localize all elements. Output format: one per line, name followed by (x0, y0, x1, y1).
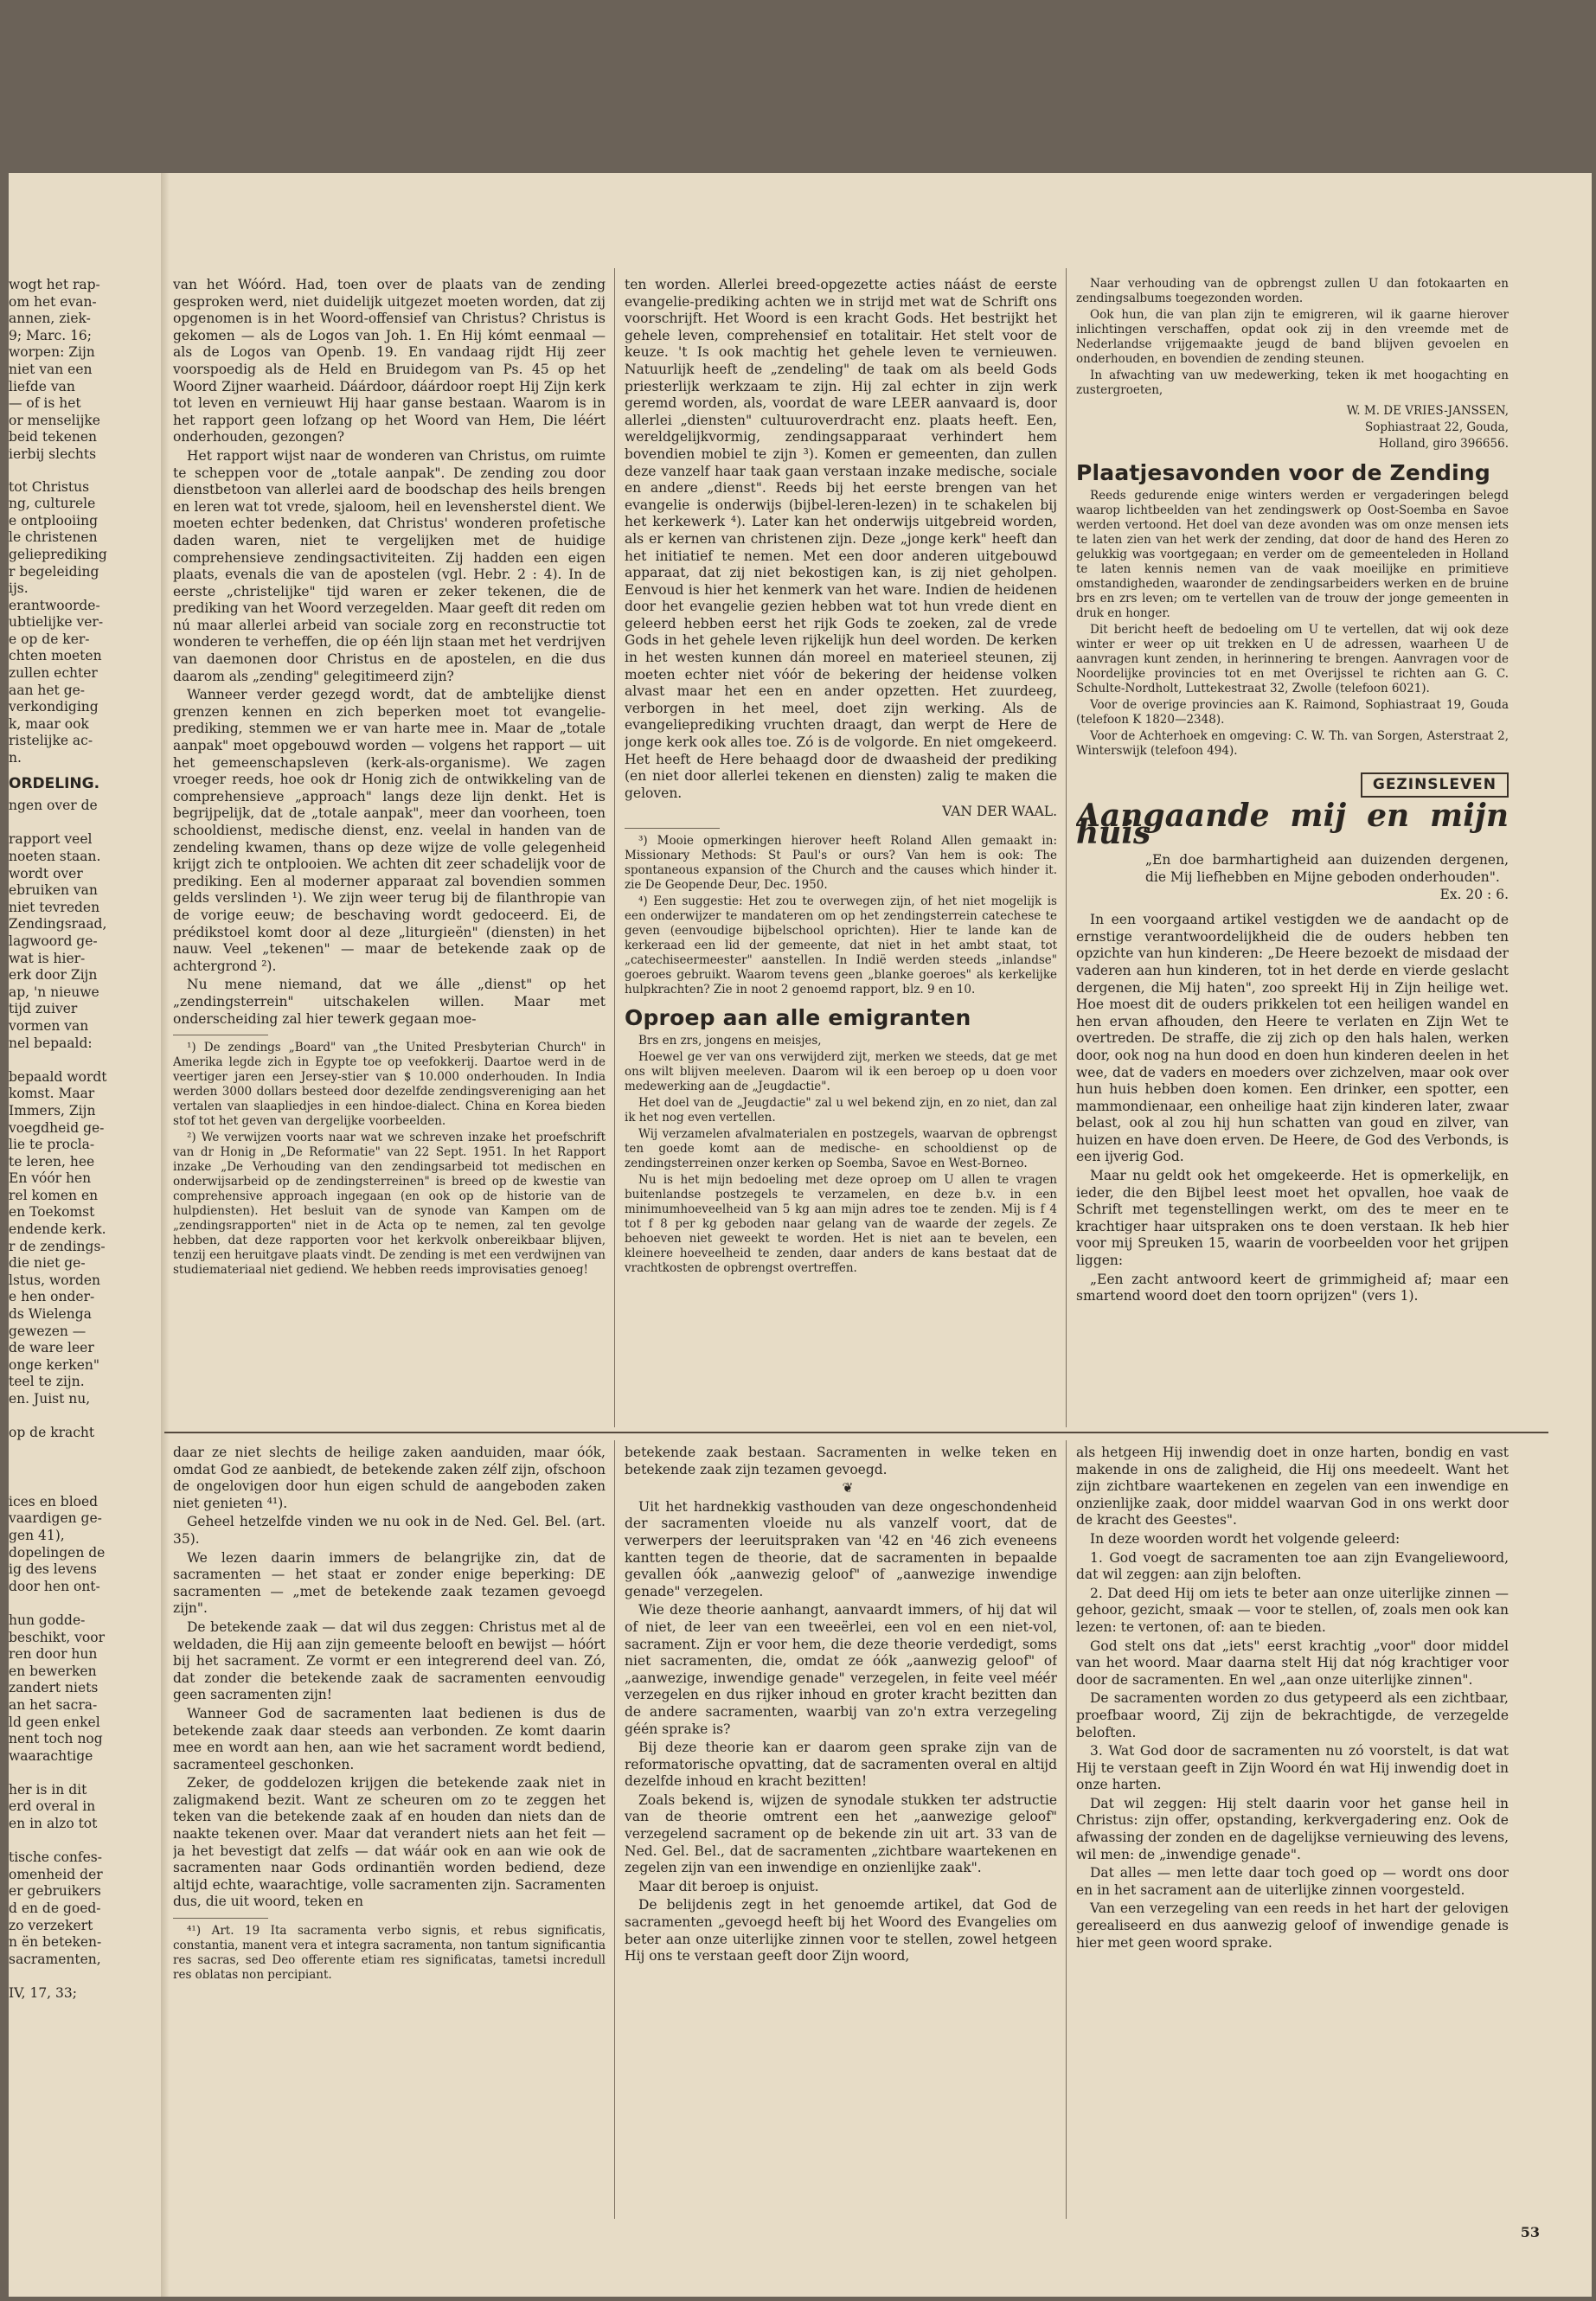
lower-column-2 (625, 1445, 1057, 2223)
fragment-line: onge kerken" (9, 1356, 99, 1373)
lower-column-1 (173, 1445, 606, 2223)
column-divider (1066, 1440, 1067, 2219)
fragment-line (9, 1765, 154, 1782)
fragment-line: erantwoorde- (9, 597, 100, 613)
paragraph: Ook hun, die van plan zijn te emigreren, wil ik gaarne hierover inlichtingen verschaffen, opdat ook zij in den vreemde met de Nederlandse vrijgemaakte jeugd de band blijven gevoelen en onderhouden, en bovendien de zending steunen. (1076, 308, 1509, 366)
section-badge: GEZINSLEVEN (1361, 772, 1509, 798)
fragment-line: die niet ge- (9, 1255, 86, 1272)
fragment-line: en. Juist nu, (9, 1391, 91, 1407)
fragment-line (9, 815, 154, 832)
fragment-line: ld geen enkel (9, 1714, 100, 1730)
fragment-line: n ën beteken- (9, 1934, 102, 1951)
paragraph: De belijdenis zegt in het genoemde artikel, dat God de sacramenten „gevoegd heeft bij het Woord des Evangelies om beter aan onze uiterlijke zinnen voor te stellen, zowel hetgeen Hij ons te verstaan geeft door Zijn woord, (625, 1897, 1057, 1965)
fragment-line: le christenen (9, 529, 98, 546)
fragment-line: k, maar ook (9, 715, 89, 732)
fragment-line: e op de ker- (9, 631, 90, 647)
fragment-line: beschikt, voor (9, 1629, 105, 1645)
fragment-line: tijd zuiver (9, 1001, 78, 1017)
fragment-line: liefde van (9, 378, 75, 394)
paragraph: Maar nu geldt ook het omgekeerde. Het is opmerkelijk, en ieder, die den Bijbel leest moet het opvallen, hoe vaak de Schrift met tegenstellingen werkt, om des te meer en te krachtiger haar uitspraken ons te doen verstaan. Ik heb hier voor mij Spreuken 15, waarin de voorbeelden voor het grijpen liggen: (1076, 1168, 1509, 1269)
paragraph: betekende zaak bestaan. Sacramenten in welke teken en betekende zaak zijn tezamen gevoegd. (625, 1445, 1057, 1477)
fragment-line: erk door Zijn (9, 967, 98, 984)
left-fragment-column (9, 277, 154, 2180)
column-divider (1066, 268, 1067, 1427)
newspaper-page (9, 173, 1592, 2297)
fragment-line: n. (9, 750, 22, 766)
author-signature: VAN DER WAAL. (942, 804, 1057, 820)
fragment-line: wogt het rap- (9, 277, 100, 292)
paragraph: Zoals bekend is, wijzen de synodale stukken ter adstructie van de theorie omtrent een het „aanwezige geloof" verzegelend sacrament op de bekende zin uit art. 33 van de Ned. Gel. Bel., dat de sacramenten „zichtbare waartekenen en zegelen zijn van een inwendige en onzienlijke zaak". (625, 1791, 1057, 1876)
column-divider (614, 268, 615, 1427)
paragraph: Het rapport wijst naar de wonderen van Christus, om ruimte te scheppen voor de „totale aanpak". De zending zou door dienstbetoon van allerlei aard de boodschap des heils brengen en leren wat tot vrede, sjaloom, heil en levensherstel dient. We moeten echter bedenken, dat Christus' wonderen profetische daden waren, niet te vergelijken met de huidige comprehensieve zendingsactiviteiten. Zij hadden een eigen plaats, evenals die van de apostelen (vgl. Hebr. 2 : 4). In de eerste „christelijke" tijd waren er zeker tekenen, die de prediking van het Woord verzegelden. Maar geeft dit reden om nú maar allerlei arbeid van sociale zorg en reconstructie tot wonderen te verheffen, die op één lijn staan met het verdrijven van daemonen door Christus en de apostelen, en die dus daarom als „zending" gelegitimeerd zijn? (173, 447, 606, 684)
paragraph: We lezen daarin immers de belangrijke zin, dat de sacramenten — het staat er zonder enige beperking: DE sacramenten — „met de betekende zaak tezamen gevoegd zijn". (173, 1549, 606, 1617)
signature-name: W. M. DE VRIES-JANSSEN, (1346, 404, 1509, 418)
paragraph: Wie deze theorie aanhangt, aanvaardt immers, of hij dat wil of niet, de leer van een tweeërlei, een vol en een niet-vol, sacrament. Zijn er voor hem, die deze theorie verdedigt, soms niet sacramenten, die, omdat ze óók „aanwezig geloof" of „aanwezige, inwendige genade" verzegelen, in feite veel méér verzegelen en dus rijker inhoud en groter kracht bezitten dan de andere sacramenten, waarbij van zo'n extra verzegeling géén sprake is? (625, 1602, 1057, 1737)
paragraph: De betekende zaak — dat wil dus zeggen: Christus met al de weldaden, die Hij aan zijn gemeente belooft en bewijst — hóórt bij het sacrament. Ze vormt er een integrerend deel van. Zó, dat zonder die betekende zaak de sacramenten eenvoudig geen sacramenten zijn! (173, 1618, 606, 1703)
fragment-line: op de kracht (9, 1425, 95, 1441)
paragraph: Wanneer verder gezegd wordt, dat de ambtelijke dienst grenzen kennen en zich beperken moet tot evangelie-prediking, stemmen we er van harte mee in. Maar de „totale aanpak" moet opgebouwd worden — volgens het rapport — uit het gemeenschapsleven (kerk-als-organisme). We zagen vroeger reeds, hoe ook dr Honig zich de ontwikkeling van de comprehensieve „approach" langs deze lijn denkt. Het is begrijpelijk, dat de „totale aanpak", meer dan voorheen, toen schooldienst, medische dienst, enz. veelal in handen van de zendeling kwamen, thans op deze wijze de volle gelegenheid krijgt zich te ontplooien. We achten dit zeer schadelijk voor de prediking. Een al moderner apparaat zal bovendien sommen gelds verslinden ¹). We zijn weer terug bij de filanthropie van de vorige eeuw; de beschaving wordt gedoceerd. Ei, de prédikstoel komt door al deze „liturgieën" (diensten) in het nauw. Veel „tekenen" — maar de betekende zaak op de achtergrond ²). (173, 687, 606, 974)
upper-column-2 (625, 277, 1057, 1427)
fragment-line (9, 1595, 154, 1612)
motto-text: „En doe barmhartigheid aan duizenden dergenen, die Mij liefhebben en Mijne geboden onderhouden". (1145, 852, 1509, 885)
fragment-line: ren door hun (9, 1646, 98, 1663)
fragment-line: door hen ont- (9, 1578, 100, 1594)
fragment-line: ierbij slechts (9, 445, 97, 462)
paragraph: Dat wil zeggen: Hij stelt daarin voor het ganse heil in Christus: zijn offer, opstanding, kerkvergadering enz. Ook de afwassing der zonden en de dagelijkse vernieuwing des levens, wil men: de „inwendige genade". (1076, 1795, 1509, 1862)
fragment-line: zandert niets (9, 1680, 99, 1696)
fragment-line: an het sacra- (9, 1696, 98, 1713)
paragraph: als hetgeen Hij inwendig doet in onze harten, bondig en vast makende in ons de zaligheid, die Hij ons meedeelt. Want het zijn zichtbare waartekenen en zegelen van een inwendige en onzienlijke zaak, door middel waarvan God in ons werkt door de kracht des Geestes". (1076, 1445, 1509, 1529)
fragment-line: endende kerk. (9, 1221, 106, 1238)
fragment-line: lie te procla- (9, 1137, 95, 1153)
signature-giro: Holland, giro 396656. (1378, 437, 1509, 451)
fragment-line: omenheid der (9, 1866, 103, 1882)
fragment-line (9, 1968, 154, 1985)
motto-reference: Ex. 20 : 6. (1439, 886, 1509, 902)
paragraph: De sacramenten worden zo dus getypeerd als een zichtbaar, proefbaar woord, Zij zijn de bekrachtigde, de verzegelde beloften. (1076, 1690, 1509, 1740)
fragment-line: her is in dit (9, 1781, 87, 1798)
paragraph: Bij deze theorie kan er daarom geen sprake zijn van de reformatorische opvatting, dat de sacramenten overal en altijd dezelfde inhoud en kracht bezitten! (625, 1740, 1057, 1790)
paragraph: Brs en zrs, jongens en meisjes, (638, 1033, 822, 1048)
fragment-line: voegdheid ge- (9, 1119, 105, 1136)
paragraph: 2. Dat deed Hij om iets te beter aan onze uiterlijke zinnen — gehoor, gezicht, smaak — voor te stellen, of, zoals men ook kan lezen: te vertonen, of: aan te bieden. (1076, 1585, 1509, 1635)
fragment-line: lagwoord ge- (9, 933, 98, 949)
fragment-line: er gebruikers (9, 1883, 101, 1900)
fragment-line: en bewerken (9, 1663, 97, 1679)
paragraph: van het Wóórd. Had, toen over de plaats van de zending gesproken werd, niet duidelijk uitgezet moeten worden, dat zij opgenomen is in het Woord-offensief van Christus? Christus is gekomen — als de Logos van Joh. 1. En Hij kómt eenmaal — als de Logos van Openb. 19. En vandaag rijdt Hij zeer voorspoedig als de Held en Bruidegom van Ps. 45 op het Woord Zijner waarheid. Dáárdoor, dáárdoor roept Hij Zijn kerk tot leven en verniеuwt Hij haar ganse bestaan. Waarom is in het rapport geen lofzang op het Woord van Hem, Die léért onderhouden, gezongen? (173, 277, 606, 445)
fragment-line: or menselijke (9, 412, 100, 428)
fragment-line: niet van een (9, 361, 93, 377)
paragraph: Wij verzamelen afvalmaterialen en postzegels, waarvan de opbrengst ten goede komt aan de medische- en schooldienst op de zendingsterreinen onzer kerken op Soemba, Savoe en West-Borneo. (625, 1126, 1057, 1170)
page-gutter (161, 173, 170, 2297)
signature-address: Sophiastraat 22, Gouda, (1364, 420, 1509, 434)
fragment-line: rapport veel (9, 831, 93, 848)
fragment-line: zullen echter (9, 665, 98, 682)
fragment-line: lstus, worden (9, 1272, 101, 1288)
fragment-line: r begeleiding (9, 563, 99, 580)
footnote-4: ⁴) Een suggestie: Het zou te overwegen zijn, of het niet mogelijk is een onderwijzer te mandateren om op het zendingsterrein catechese te geven (eenvoudige bijbelschool oprichten). Hier te lande kan de kerkeraad een lid der gemeente, dat niet in het ambt staat, tot „catechiseermeester" aanstellen. In Indië werden steeds „inlandse" goeroes gebruikt. Waarom tevens geen „blanke goeroes" als kerkelijke hulpkrachten? Zie in noot 2 genoemd rapport, blz. 9 en 10. (625, 894, 1057, 997)
fragment-line: tot Christus (9, 478, 90, 495)
fragment-line: teel te zijn. (9, 1374, 85, 1390)
fragment-line: ngen over de (9, 798, 98, 814)
fragment-line: Immers, Zijn (9, 1102, 96, 1118)
fragment-line: vormen van (9, 1017, 89, 1034)
paragraph: ten worden. Allerlei breed-opgezette acties náást de eerste evangelie-prediking achten we in strijd met wat de Schrift ons voorschrijft. Het Woord is een kracht Gods. Het bestrijkt het gehele leven, comprehensief en totalitair. Het stelt voor de keuze. 't Is ook machtig het gehele leven te vernieuwen. Natuurlijk heeft de „zendeling" de taak om als beeld Gods priesterlijk werkzaam te zijn. Hij zal echter in zijn werk geremd worden, als, voordat de ware LEER aanvaard is, door allerlei „diensten" cultuuroverdracht enz. plaats heeft. Een, wereldgelijkvormig, zendingsapparaat verhindert hem bovendien mobiel te zijn ³). Komen er gemeenten, dan zullen deze vanzelf haar taak gaan verstaan inzake medische, sociale en andere „dienst". Reeds bij het eerste brengen van het evangelie is onderwijs (bijbel-leren-lezen) in te schakelen bij het kerkewerk ⁴). Later kan het onderwijs uitgebreid worden, als er kernen van christenen zijn. Deze „jonge kerk" heeft dan het initiatief te nemen. Met een door anderen uitgebouwd apparaat, dat zij niet bekostigen kan, is zij niet geholpen. Eenvoud is hier het kenmerk van het ware. Indien de heidenen door het evangelie gezien hebben wat tot hun vrede dient en geleerd hebben eerst het rijk Gods te zoeken, zal de vrede Gods in het gehele leven rijkelijk hun deel worden. De kerken in het westen kunnen dán moreel en materieel steunen, zij moeten echter niet vóór de bekering der heidense volken alvast maar het een en ander opzetten. Het zuurdeeg, verborgen in het meel, doet zijn werking. Als de evangelieprediking vruchten draagt, dan werpt de Here de jonge kerk ook alles toe. Zó is de volgorde. En niet omgekeerd. Het heeft de Here behaagd door de dwaasheid der prediking (en niet door allerlei tekenen en diensten) zalig te maken die geloven. (625, 277, 1057, 801)
fragment-line: te leren, hee (9, 1153, 95, 1170)
fragment-line: gelieprediking (9, 546, 107, 562)
fragment-line: annen, ziek- (9, 311, 91, 327)
emigrants-heading: Oproep aan alle emigranten (625, 1005, 971, 1030)
fragment-line: e ontplooiing (9, 512, 99, 529)
column-divider (614, 1440, 615, 2219)
upper-column-1 (173, 277, 606, 1427)
fragment-line: IV, 17, 33; (9, 1985, 77, 2001)
paragraph: God stelt ons dat „iets" eerst krachtig „voor" door middel van het woord. Maar daarna stelt Hij dat nóg krachtiger voor door de sacramenten. En wel „aan onze uiterlijke zinnen". (1076, 1638, 1509, 1688)
fragment-line: vaardigen ge- (9, 1510, 102, 1527)
fragment-line: ristelijke ac- (9, 733, 93, 749)
fragment-line: ices en bloed (9, 1493, 99, 1509)
fragment-line: en in alzo tot (9, 1816, 98, 1832)
paragraph: Dit bericht heeft de bedoeling om U te vertellen, dat wij ook deze winter er weer op uit trekken en U de adressen, waarheen U de aanvragen kunt zenden, in herinnering te brengen. Aanvragen voor de Noordelijke provincies tot en met Overijssel te richten aan G. C. Schulte-Nordholt, Luttekestraat 32, Zwolle (telefoon 6021). (1076, 622, 1509, 695)
fragment-line: waarachtige (9, 1747, 93, 1764)
fragment-line: nel bepaald: (9, 1035, 93, 1051)
paragraph: Reeds gedurende enige winters werden er vergaderingen belegd waarop lichtbeelden van het zendingswerk op Oost-Soemba en Savoe werden vertoond. Het doel van deze avonden was om onze mensen iets te laten zien van het werk der zending, dat door de hand des Heren zo gelukkig was voortgegaan; en verder om de gemeenteleden in Holland te laten kennis nemen van de vaak moeilijke en primitieve omstandigheden, waaronder de zendingsarbeiders werken en de bruine brs en zrs leven; om te vertellen van de trouw der jonge gemeenten in druk en honger. (1076, 488, 1509, 620)
fragment-line: zo verzekert (9, 1917, 93, 1933)
fragment-heading: ORDELING. (9, 774, 100, 792)
fragment-lines-bottom (9, 1494, 154, 2003)
paragraph: Voor de overige provincies aan K. Raimond, Sophiastraat 19, Gouda (telefoon K 1820—2348). (1076, 697, 1509, 727)
fragment-line: sacramenten, (9, 1951, 101, 1967)
fragment-line: dopelingen de (9, 1544, 106, 1561)
page-number: 53 (1520, 2224, 1540, 2240)
fragment-line: wat is hier- (9, 950, 86, 966)
paragraph: Geheel hetzelfde vinden we nu ook in de Ned. Gel. Bel. (art. 35). (173, 1514, 606, 1547)
fragment-lines-low (9, 798, 154, 1442)
fragment-line: en Toekomst (9, 1204, 95, 1221)
horizontal-rule (164, 1432, 1548, 1433)
fragment-line: chten moeten (9, 648, 102, 664)
motto-quote (1145, 852, 1509, 903)
fragment-line: ijs. (9, 580, 29, 597)
paragraph: Nu mene niemand, dat we álle „dienst" op het „zendingsterrein" uitschakelen willen. Maar met onderscheiding zal hier tewerk gegaan moe- (173, 977, 606, 1027)
ornament: ❦ (842, 1480, 854, 1497)
fragment-line: hun godde- (9, 1612, 86, 1628)
fragment-line (9, 1052, 154, 1069)
paragraph: Zeker, de goddelozen krijgen die betekende zaak niet in zaligmakend bezit. Want ze scheuren om zo te zeggen het teken van die betekende zaak af en houden dan niets dan de naakte tekenen over. Maar dat verandert niets aan het feit — ja het bevestigt dat zelfs — dat wáár ook en aan wie ook de sacramenten naar Gods ordinantiën worden bediend, deze altijd echte, waarachtige, volle sacramenten zijn. Sacramenten dus, die uit woord, teken en (173, 1775, 606, 1910)
fragment-line: worpen: Zijn (9, 344, 95, 361)
fragment-line: aan het ge- (9, 682, 86, 698)
footnote-41: ⁴¹) Art. 19 Ita sacramenta verbo signis, et rebus significatis, constantia, manent vera et integra sacramenta, non tantum significantia res sacras, sed Deo offerente etiam res significatas, tametsi incredull res oblatas non percipiant. (173, 1924, 606, 1983)
fragment-line: rel komen en (9, 1187, 99, 1203)
fragment-line: gewezen — (9, 1323, 87, 1339)
paragraph: In afwachting van uw medewerking, teken ik met hoogachting en zustergroeten, (1076, 369, 1509, 397)
fragment-line: komst. Maar (9, 1086, 95, 1102)
footnote-1: ¹) De zendings „Board" van „the United Presbyterian Church" in Amerika legde zich in Egypte toe op veefokkerij. Daartoe werd in de veertiger jaren een Jersey-stier van $ 10.000 onderhouden. In India werden 3000 dollars besteed door dezelfde zendingsvereniging aan het vertalen van slaapliedjes in een hindoe-dialect. China en Korea bieden stof tot het geven van dergelijke voorbeelden. (173, 1041, 606, 1129)
fragment-line: Zendingsraad, (9, 916, 107, 933)
fragment-line: d en de goed- (9, 1900, 101, 1917)
fragment-line: ng, culturele (9, 496, 96, 512)
fragment-line: de ware leer (9, 1340, 94, 1356)
upper-column-3 (1076, 277, 1509, 1427)
paragraph: 3. Wat God door de sacramenten nu zó voorstelt, is dat wat Hij te verstaan geeft in Zijn Woord én wat Hij inwendig doet in onze harten. (1076, 1743, 1509, 1793)
fragment-line: verkondiging (9, 699, 99, 715)
paragraph: daar ze niet slechts de heilige zaken aanduiden, maar óók, omdat God ze aanbiedt, de betekende zaken zélf zijn, ofschoon de ongelovigen door hun eigen schuld de aangeboden zaken niet genieten ⁴¹). (173, 1445, 606, 1511)
fragment-line: 9; Marc. 16; (9, 327, 93, 343)
fragment-line: ubtielijke ver- (9, 614, 104, 631)
slide-evenings-heading: Plaatjesavonden voor de Zending (1076, 460, 1490, 485)
fragment-line: ebruiken van (9, 882, 98, 899)
paragraph: Voor de Achterhoek en omgeving: C. W. Th. van Sorgen, Asterstraat 2, Winterswijk (telefoon 494). (1076, 728, 1509, 758)
fragment-line: e hen onder- (9, 1289, 95, 1305)
footnote-rule (625, 828, 720, 829)
fragment-lines-top (9, 277, 154, 464)
footnote-3: ³) Mooie opmerkingen hierover heeft Roland Allen gemaakt in: Missionary Methods: St Paul's or ours? Van hem is ook: The spontaneous expansion of the Church and the causes which hinder it. zie De Geopende Deur, Dec. 1950. (625, 834, 1057, 892)
fragment-lines-mid (9, 479, 154, 767)
paragraph: „Een zacht antwoord keert de grimmigheid af; maar een smartend woord doet den toorn oprijzen" (vers 1). (1076, 1271, 1509, 1304)
paragraph: Dat alles — men lette daar toch goed op — wordt ons door en in het sacrament aan de uiterlijke zinnen voorgesteld. (1076, 1865, 1509, 1898)
paragraph: In deze woorden wordt het volgende geleerd: (1090, 1530, 1401, 1547)
fragment-line: ds Wielenga (9, 1306, 92, 1323)
signature-block (1076, 403, 1509, 452)
fragment-line: — of is het (9, 395, 81, 412)
fragment-line: gen 41), (9, 1527, 65, 1543)
fragment-line: r de zendings- (9, 1238, 106, 1254)
paragraph: In een voorgaand artikel vestigden we de aandacht op de ernstige verantwoordelijkheid die de ouders hebben ten opzichte van hun kinderen: „De Heere bezoekt de misdaad der vaderen aan hun kinderen, tot in het derde en vierde geslacht dergenen, die Mij haten", zoo spreekt Hij in Zijn heilige wet. Hoe moest dit de ouders prikkelen tot een heiligen wandel en hen ervan afhouden, den Heere te verlaten en Zijn Wet te overtreden. De straffe, die zij zich op den hals halen, werken door, ook nog na hun dood en doen hun kinderen deelen in het wee, dat de vaders en moeders over zichzelven, maar ook over hun huis hebben doen komen. Een drinker, een spotter, een mammondienaar, een onheilige haat zijn kinderen later, zwaar belast, ook al zou hij hun schatten van goud en zilver, van huizen en have doen erven. De Heere, de God des Verbonds, is een ijverig God. (1076, 912, 1509, 1165)
paragraph: Nu is het mijn bedoeling met deze oproep om U allen te vragen buitenlandse postzegels te verzamelen, en deze b.v. in een minimumhoeveelheid van 5 kg aan mijn adres toe te zenden. Mij is f 4 tot f 8 per kg geboden naar gelang van de waarde der zegels. Ze behoeven niet geweekt te worden. Het is niet aan te bevelen, een kleinere hoeveelheid te zenden, daar anders de kans bestaat dat de vrachtkosten de opbrengst overtreffen. (625, 1172, 1057, 1275)
fragment-line: En vóór hen (9, 1170, 92, 1187)
paragraph: Uit het hardnekkig vasthouden van deze ongeschondenheid der sacramenten vloeide nu als vanzelf voort, dat de verwerpers der leeruitspraken van '42 en '46 zich eveneens kantten tegen de theorie, dat de sacramenten in bepaalde gevallen óók „aanwezig geloof" of „aanwezige inwendige genade" verzegelen. (625, 1498, 1057, 1599)
fragment-line: ap, 'n nieuwe (9, 984, 99, 1000)
paragraph: 1. God voegt de sacramenten toe aan zijn Evangeliewoord, dat wil zeggen: aan zijn beloften. (1076, 1549, 1509, 1583)
paragraph: Hoewel ge ver van ons verwijderd zijt, merken we steeds, dat ge met ons wilt blijven meeleven. Daarom wil ik een beroep op u doen voor medewerking aan de „Jeugdactie". (625, 1049, 1057, 1093)
fragment-line: ig des levens (9, 1561, 97, 1578)
paragraph: Het doel van de „Jeugdactie" zal u wel bekend zijn, en zo niet, dan zal ik het nog even vertellen. (625, 1095, 1057, 1125)
paragraph: Naar verhouding van de opbrengst zullen U dan fotokaarten en zendingsalbums toegezonden worden. (1076, 277, 1509, 305)
article-title: Aangaande mij en mijn huis (1076, 798, 1509, 851)
fragment-line (9, 1408, 154, 1426)
fragment-line: niet tevreden (9, 899, 100, 915)
fragment-line: erd overal in (9, 1798, 96, 1815)
fragment-line: noeten staan. (9, 849, 101, 864)
fragment-line: wordt over (9, 865, 83, 881)
lower-column-3 (1076, 1445, 1509, 2223)
fragment-line: bepaald wordt (9, 1068, 107, 1085)
fragment-line: beid tekenen (9, 429, 98, 445)
fragment-line: om het evan- (9, 293, 97, 310)
paragraph: Maar dit beroep is onjuist. (638, 1878, 819, 1894)
footnote-2: ²) We verwijzen voorts naar wat we schreven inzake het proefschrift van dr Honig in „De Reformatie" van 22 Sept. 1951. In het Rapport inzake „De Verhouding van den zendingsarbeid tot medischen en onderwijsarbeid op de zendingsterreinen" is breed op de kwestie van comprehensive approach ingegaan (en ook op de historie van de hulpdiensten). Het besluit van de synode van Kampen om de „zendingsrapporten" niet in de Acta op te nemen, zal ten gevolge hebben, dat deze rapporten voor het kerkvolk onbereikbaar blijven, tenzij een heruitgave plaats vindt. De zending is met een verdwijnen van studiemateriaal niet gediend. We hebben reeds improvisaties genoeg! (173, 1131, 606, 1278)
paragraph: Van een verzegeling van een reeds in het hart der gelovigen gerealiseerd en dus aanwezig geloof of inwendige genade is hier met geen woord sprake. (1076, 1900, 1509, 1951)
paragraph: Wanneer God de sacramenten laat bedienen is dus de betekende zaak daar steeds aan verbonden. Ze komt daarin mee en wordt aan hen, aan wie het sacrament wordt bediend, sacramenteel geschonken. (173, 1705, 606, 1772)
fragment-line: nent toch nog (9, 1731, 103, 1747)
fragment-line (9, 1833, 154, 1850)
footnote-rule (173, 1918, 268, 1919)
fragment-line: tische confes- (9, 1849, 103, 1866)
